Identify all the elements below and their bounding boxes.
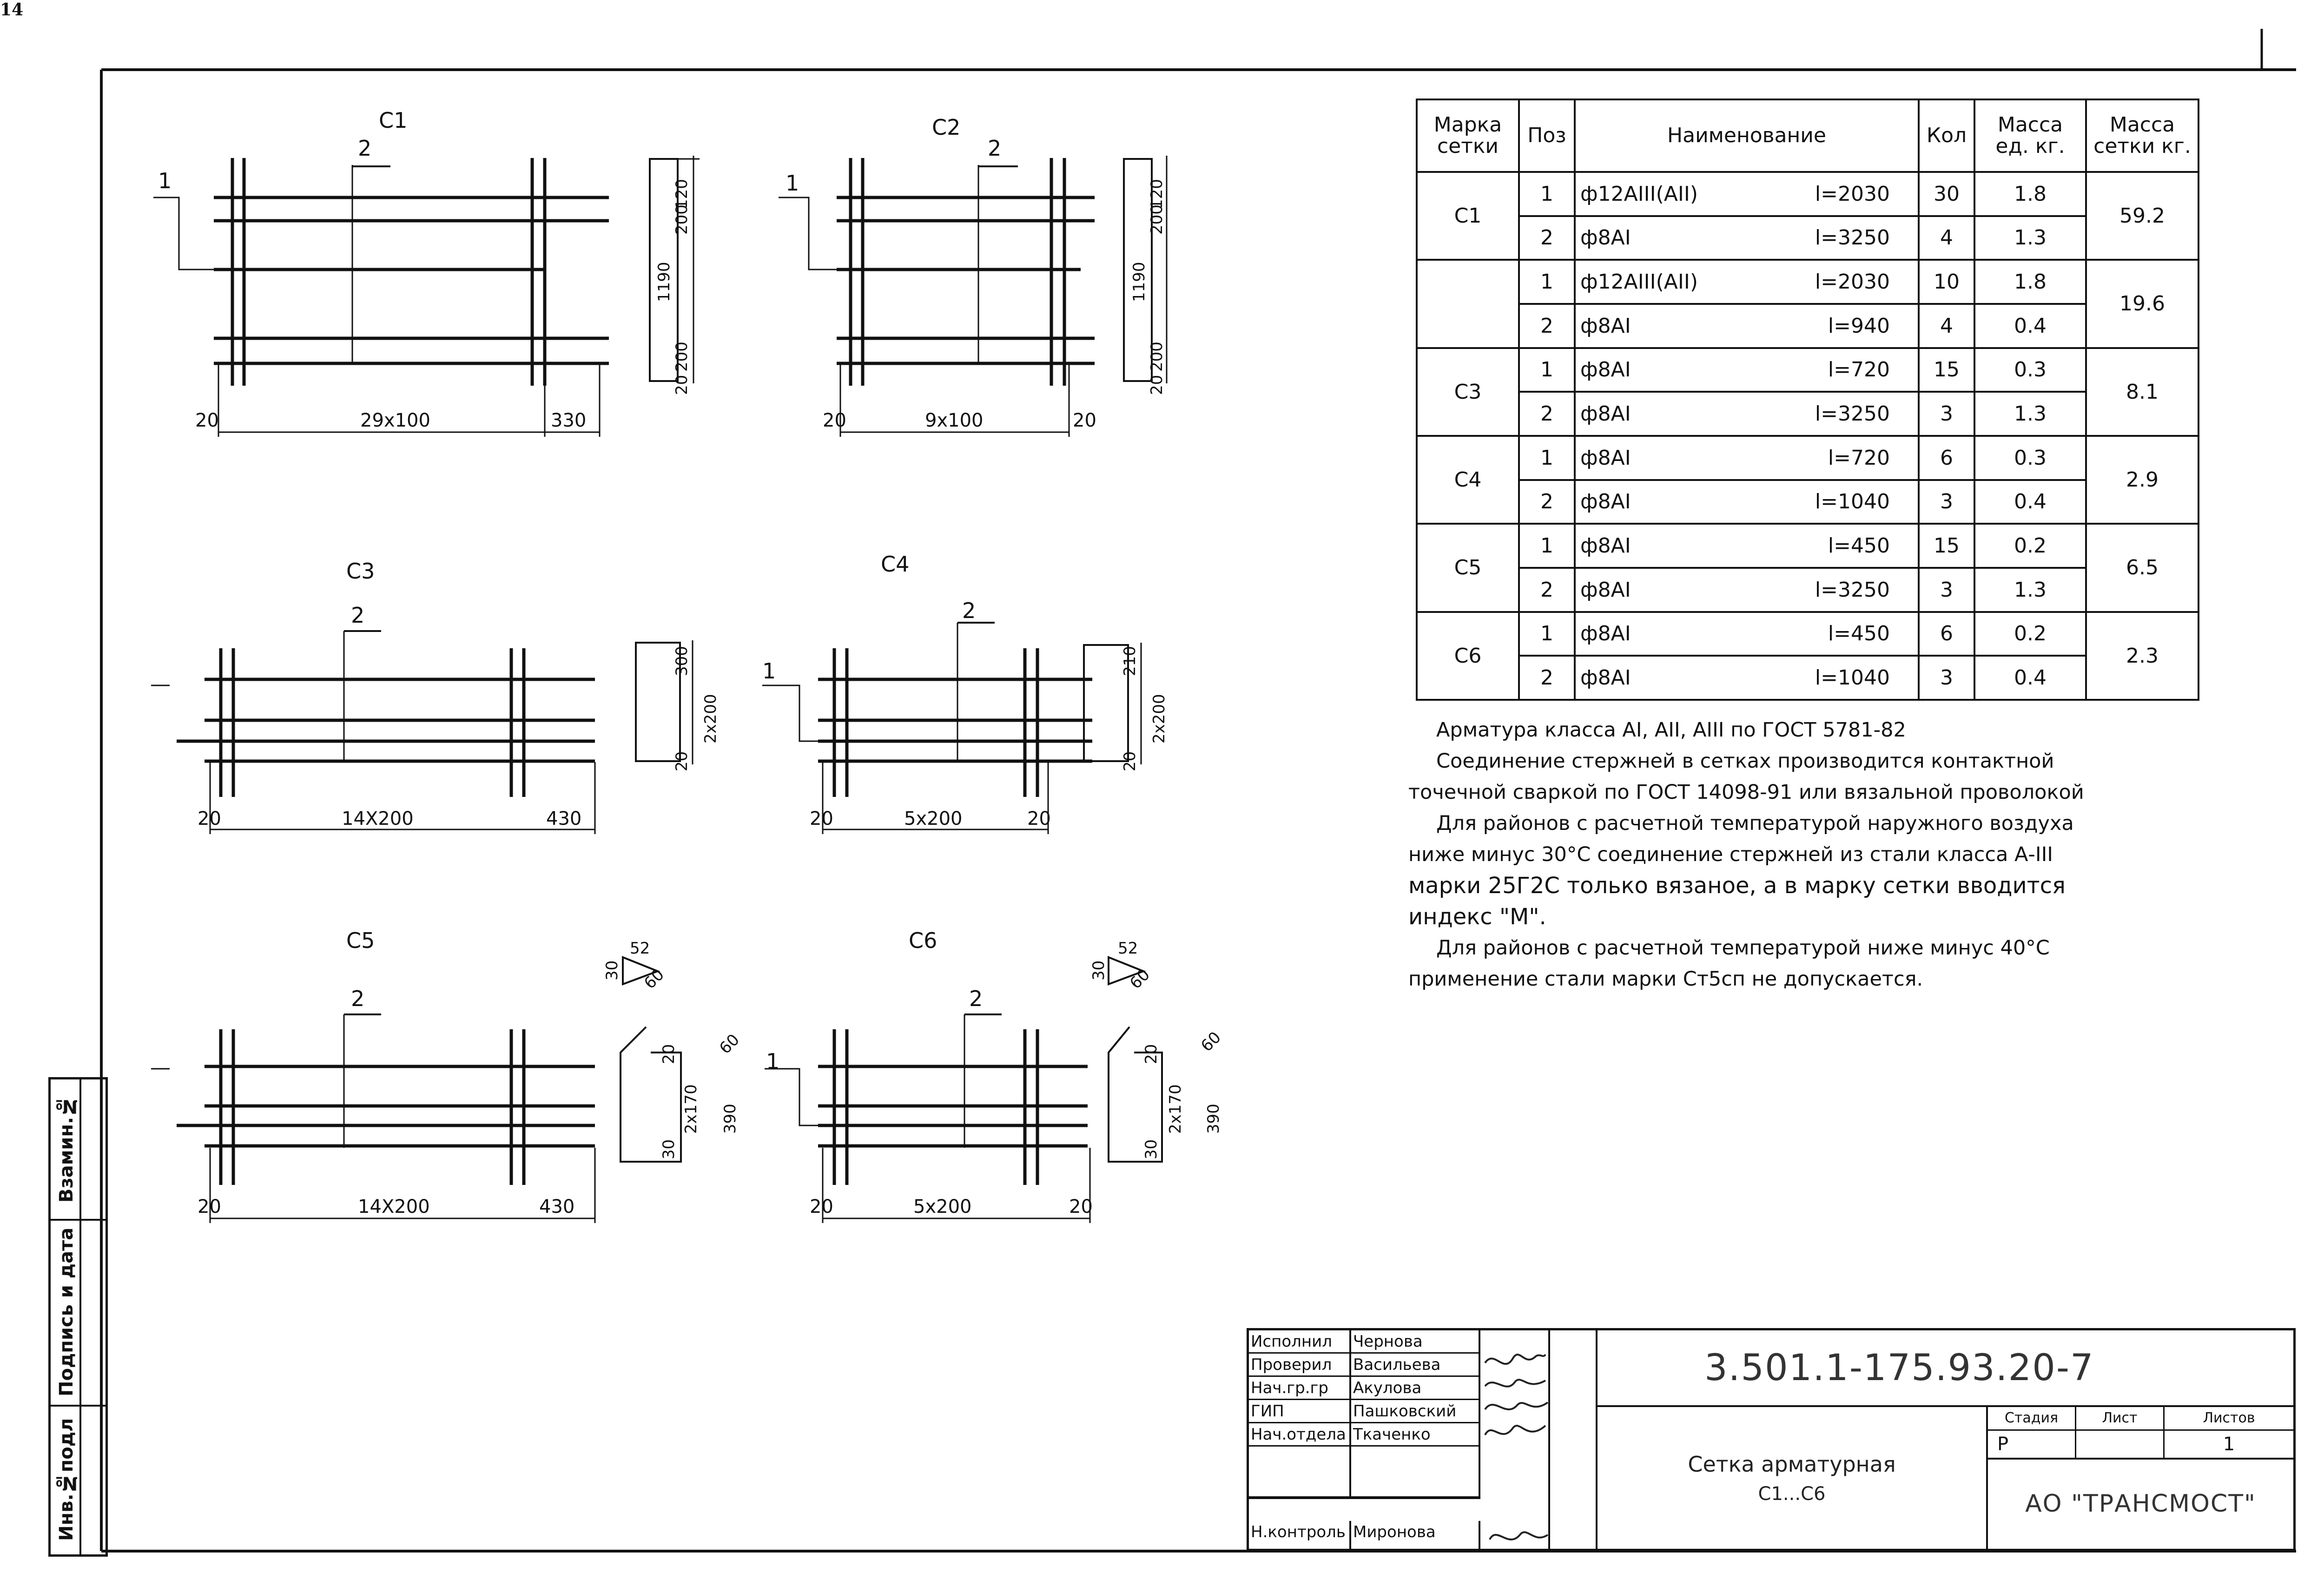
c5-dim-b: 14Х200 [358, 1196, 430, 1217]
role-6: Н.контроль [1249, 1521, 1351, 1549]
name-2: Акулова [1351, 1377, 1480, 1400]
cell-qty: 4 [1919, 216, 1974, 260]
cell-name [1575, 524, 1919, 568]
c1-pos1: 1 [158, 168, 172, 193]
mesh-c6 [765, 957, 1162, 1223]
cell-mass: 0.2 [1974, 524, 2086, 568]
stamp-inv-no: Инв.№подл [56, 1418, 77, 1541]
bar-length: l=720 [1828, 446, 1890, 470]
cell-total: 2.3 [2086, 612, 2199, 700]
cell-name [1575, 348, 1919, 392]
cell-qty: 10 [1919, 260, 1974, 304]
c6-dim-b: 5х200 [913, 1196, 972, 1217]
col-mass-mesh: Масса сетки кг. [2086, 99, 2199, 172]
cell-mass: 1.3 [1974, 216, 2086, 260]
bar-name: ф8АI [1580, 622, 1631, 646]
table-row [1417, 348, 2199, 392]
c1-dim-h3: 1190 [655, 262, 673, 302]
c5-dim-h2: 2х170 [682, 1084, 700, 1134]
cell-pos: 1 [1519, 436, 1575, 480]
doc-subtitle: С1...С6 [1758, 1483, 1826, 1505]
note-line: применение стали марки Ст5сп не допускается. [1408, 967, 1923, 991]
c1-dim-b: 29х100 [360, 410, 430, 431]
cell-mass: 0.3 [1974, 436, 2086, 480]
c5-dim-a: 20 [198, 1196, 221, 1217]
cell-qty: 6 [1919, 436, 1974, 480]
c4-dim-a: 20 [810, 808, 833, 829]
cell-pos: 1 [1519, 172, 1575, 216]
bar-length: l=2030 [1815, 270, 1890, 294]
stage-grid [1988, 1407, 2293, 1458]
cell-pos: 2 [1519, 216, 1575, 260]
table-row [1417, 568, 2199, 612]
bar-length: l=3250 [1815, 578, 1890, 602]
cell-pos: 1 [1519, 524, 1575, 568]
sheet-label: Лист [2076, 1407, 2165, 1431]
table-row [1417, 524, 2199, 568]
c6-bend-c: 60 [1126, 965, 1154, 993]
c2-dim-c: 20 [1073, 410, 1096, 431]
bar-name: ф8АI [1580, 578, 1631, 602]
table-row [1417, 612, 2199, 656]
cell-total: 8.1 [2086, 348, 2199, 436]
c1-dim-h1: 120 [673, 179, 691, 209]
cell-mass: 1.8 [1974, 172, 2086, 216]
mesh-c2 [779, 156, 1167, 437]
date-column [1550, 1330, 1598, 1549]
c3-dim-h1: 300 [673, 646, 691, 676]
cell-total: 19.6 [2086, 260, 2199, 348]
cell-total: 59.2 [2086, 172, 2199, 260]
cell-name [1575, 216, 1919, 260]
c5-bend-c: 60 [640, 965, 668, 993]
mesh-c1 [153, 156, 700, 437]
c5-dim-h1: 20 [660, 1044, 678, 1064]
bar-name: ф8АI [1580, 490, 1631, 514]
name-0: Чернова [1351, 1330, 1480, 1354]
name-1: Васильева [1351, 1354, 1480, 1377]
title-block [1247, 1328, 2296, 1551]
bar-name: ф8АI [1580, 314, 1631, 338]
cell-total: 2.9 [2086, 436, 2199, 524]
c1-dim-c: 330 [551, 410, 587, 431]
cell-name [1575, 436, 1919, 480]
c2-dim-b: 9х100 [925, 410, 984, 431]
cell-pos: 2 [1519, 480, 1575, 524]
spec-table [1416, 99, 2198, 701]
c6-bend-a: 52 [1118, 939, 1138, 958]
c1-dim-a: 20 [195, 410, 219, 431]
bar-name: ф12АIII(АII) [1580, 270, 1698, 294]
c5-dim-h4: 390 [721, 1104, 739, 1134]
signature-column [1480, 1330, 1550, 1549]
name-6: Миронова [1351, 1521, 1480, 1549]
c1-dim-h5: 20 [673, 375, 691, 395]
c3-dim-h2: 2х200 [701, 694, 720, 743]
cell-name [1575, 260, 1919, 304]
cell-qty: 15 [1919, 524, 1974, 568]
c3-dim-c: 430 [546, 808, 582, 829]
c5-bend-a: 52 [630, 939, 650, 958]
col-pos: Поз [1519, 99, 1575, 172]
cell-pos: 1 [1519, 612, 1575, 656]
stamp-replaced: Взамин.№ [56, 1095, 77, 1203]
note-line: Арматура класса АI, АII, АIII по ГОСТ 5781-82 [1436, 718, 1906, 742]
stage-value: Р [1988, 1431, 2076, 1460]
bar-length: l=2030 [1815, 182, 1890, 206]
c6-dim-h3: 30 [1142, 1139, 1161, 1159]
org-cell [1988, 1458, 2293, 1549]
c6-bend-b: 30 [1089, 960, 1108, 980]
c6-dim-h4: 390 [1204, 1104, 1223, 1134]
bar-length: l=3250 [1815, 226, 1890, 250]
mesh-c3 [151, 631, 693, 834]
sheet-number: 14 [0, 0, 24, 20]
cell-name [1575, 612, 1919, 656]
c3-pos2: 2 [351, 603, 365, 628]
signatures [1480, 1330, 1550, 1549]
c6-dim-c: 20 [1069, 1196, 1093, 1217]
cell-pos: 1 [1519, 348, 1575, 392]
bar-name: ф8АI [1580, 666, 1631, 690]
cell-mass: 1.3 [1974, 568, 2086, 612]
c2-dim-h2: 200 [1148, 204, 1166, 235]
sheet-value [2076, 1431, 2165, 1460]
org-name: АО "ТРАНСМОСТ" [2025, 1489, 2256, 1518]
c1-title: С1 [379, 108, 408, 133]
cell-mark [1417, 260, 1519, 348]
note-line: точечной сваркой по ГОСТ 14098-91 или вязальной проволокой [1408, 781, 2084, 804]
c4-dim-b: 5х200 [904, 808, 963, 829]
note-line: Для районов с расчетной температурой наружного воздуха [1436, 812, 2074, 835]
cell-qty: 4 [1919, 304, 1974, 348]
cell-mark: С6 [1417, 612, 1519, 700]
cell-qty: 6 [1919, 612, 1974, 656]
bar-name: ф8АI [1580, 358, 1631, 382]
bar-length: l=940 [1828, 314, 1890, 338]
mesh-c5 [151, 957, 681, 1223]
table-row [1417, 172, 2199, 216]
c5-dim-c: 430 [539, 1196, 575, 1217]
cell-mark: С4 [1417, 436, 1519, 524]
stamp-sign-date: Подпись и дата [56, 1227, 77, 1396]
cell-pos: 2 [1519, 392, 1575, 436]
doc-title: Сетка арматурная [1688, 1451, 1896, 1477]
cell-name [1575, 304, 1919, 348]
c2-dim-h4: 200 [1148, 342, 1166, 372]
note-line: Для районов с расчетной температурой ниже минус 40°С [1436, 936, 2050, 960]
table-row [1417, 480, 2199, 524]
cell-qty: 3 [1919, 656, 1974, 700]
cell-mass: 0.4 [1974, 304, 2086, 348]
cell-name [1575, 568, 1919, 612]
c5-pos2: 2 [351, 986, 365, 1011]
name-5 [1351, 1447, 1480, 1498]
bar-length: l=450 [1828, 534, 1890, 558]
cell-mass: 0.4 [1974, 656, 2086, 700]
table-row [1417, 436, 2199, 480]
cell-mark: С1 [1417, 172, 1519, 260]
c3-title: С3 [346, 559, 375, 584]
c2-dim-h1: 120 [1148, 179, 1166, 209]
c3-dim-b: 14Х200 [342, 808, 414, 829]
cell-mark: С5 [1417, 524, 1519, 612]
c2-pos1: 1 [786, 171, 799, 196]
cell-pos: 2 [1519, 568, 1575, 612]
cell-mark: С3 [1417, 348, 1519, 436]
bar-length: l=1040 [1815, 666, 1890, 690]
cell-name [1575, 480, 1919, 524]
table-row [1417, 304, 2199, 348]
cell-mass: 0.3 [1974, 348, 2086, 392]
c6-dim-a: 20 [810, 1196, 833, 1217]
doc-code-cell [1598, 1330, 2293, 1407]
cell-qty: 3 [1919, 568, 1974, 612]
mesh-c4 [762, 623, 1141, 834]
c1-pos2: 2 [358, 136, 372, 161]
c5-title: С5 [346, 928, 375, 953]
stage-label: Стадия [1988, 1407, 2076, 1431]
note-line: индекс "М". [1408, 904, 1546, 930]
c6-pos2: 2 [969, 986, 983, 1011]
c4-dim-c: 20 [1027, 808, 1051, 829]
cell-mass: 0.2 [1974, 612, 2086, 656]
name-4: Ткаченко [1351, 1423, 1480, 1447]
c4-pos2: 2 [962, 598, 976, 623]
c4-dim-h1: 210 [1121, 646, 1139, 676]
table-row [1417, 656, 2199, 700]
side-stamp [48, 1077, 108, 1557]
role-4: Нач.отдела [1249, 1423, 1351, 1447]
cell-name [1575, 392, 1919, 436]
c5-dim-h3: 30 [660, 1139, 678, 1159]
name-3: Пашковский [1351, 1400, 1480, 1423]
bar-name: ф8АI [1580, 226, 1631, 250]
doc-code: 3.501.1-175.93.20-7 [1704, 1347, 2094, 1389]
note-line: ниже минус 30°С соединение стержней из стали класса А-III [1408, 843, 2053, 866]
col-mass-unit: Масса ед. кг. [1974, 99, 2086, 172]
c4-dim-h3: 20 [1121, 751, 1139, 771]
role-2: Нач.гр.гр [1249, 1377, 1351, 1400]
cell-qty: 30 [1919, 172, 1974, 216]
sheets-label: Листов [2165, 1407, 2293, 1431]
cell-pos: 1 [1519, 260, 1575, 304]
doc-title-cell [1598, 1407, 1988, 1549]
note-line: марки 25Г2С только вязаное, а в марку сетки вводится [1408, 873, 2066, 899]
c4-title: С4 [881, 552, 910, 577]
c2-dim-a: 20 [823, 410, 846, 431]
sheets-value: 1 [2165, 1431, 2293, 1460]
cell-name [1575, 656, 1919, 700]
role-3: ГИП [1249, 1400, 1351, 1423]
col-name: Наименование [1575, 99, 1919, 172]
bar-length: l=450 [1828, 622, 1890, 646]
cell-total: 6.5 [2086, 524, 2199, 612]
role-5 [1249, 1447, 1351, 1498]
c2-title: С2 [932, 115, 961, 140]
note-line: Соединение стержней в сетках производится контактной [1436, 750, 2054, 773]
cell-qty: 15 [1919, 348, 1974, 392]
table-row [1417, 216, 2199, 260]
cell-mass: 0.4 [1974, 480, 2086, 524]
c2-dim-h3: 1190 [1130, 262, 1149, 302]
c1-dim-h2: 200 [673, 204, 691, 235]
bar-name: ф12АIII(АII) [1580, 182, 1698, 206]
bar-name: ф8АI [1580, 402, 1631, 426]
table-row [1417, 260, 2199, 304]
cell-mass: 1.3 [1974, 392, 2086, 436]
role-1: Проверил [1249, 1354, 1351, 1377]
cell-pos: 2 [1519, 304, 1575, 348]
c2-pos2: 2 [988, 136, 1002, 161]
col-mark: Марка сетки [1417, 99, 1519, 172]
c6-dim-h1: 20 [1142, 1044, 1161, 1064]
c6-pos1: 1 [766, 1049, 780, 1074]
c6-dim-h2: 2х170 [1166, 1084, 1185, 1134]
bar-length: l=3250 [1815, 402, 1890, 426]
cell-qty: 3 [1919, 392, 1974, 436]
bar-length: l=1040 [1815, 490, 1890, 514]
c3-dim-h3: 20 [673, 751, 691, 771]
c3-dim-a: 20 [198, 808, 221, 829]
bar-name: ф8АI [1580, 534, 1631, 558]
cell-name [1575, 172, 1919, 216]
c2-dim-h5: 20 [1148, 375, 1166, 395]
c6-dim-h5: 60 [1197, 1028, 1225, 1056]
cell-mass: 1.8 [1974, 260, 2086, 304]
col-qty: Кол [1919, 99, 1974, 172]
bar-length: l=720 [1828, 358, 1890, 382]
cell-qty: 3 [1919, 480, 1974, 524]
c4-dim-h2: 2х200 [1150, 694, 1169, 743]
table-row [1417, 392, 2199, 436]
c5-dim-h5: 60 [716, 1030, 743, 1058]
c5-bend-b: 30 [603, 960, 621, 980]
role-0: Исполнил [1249, 1330, 1351, 1354]
notes [1408, 715, 2212, 995]
cell-pos: 2 [1519, 656, 1575, 700]
c1-dim-h4: 200 [673, 342, 691, 372]
c6-title: С6 [909, 928, 938, 953]
bar-name: ф8АI [1580, 446, 1631, 470]
c4-pos1: 1 [762, 658, 776, 684]
